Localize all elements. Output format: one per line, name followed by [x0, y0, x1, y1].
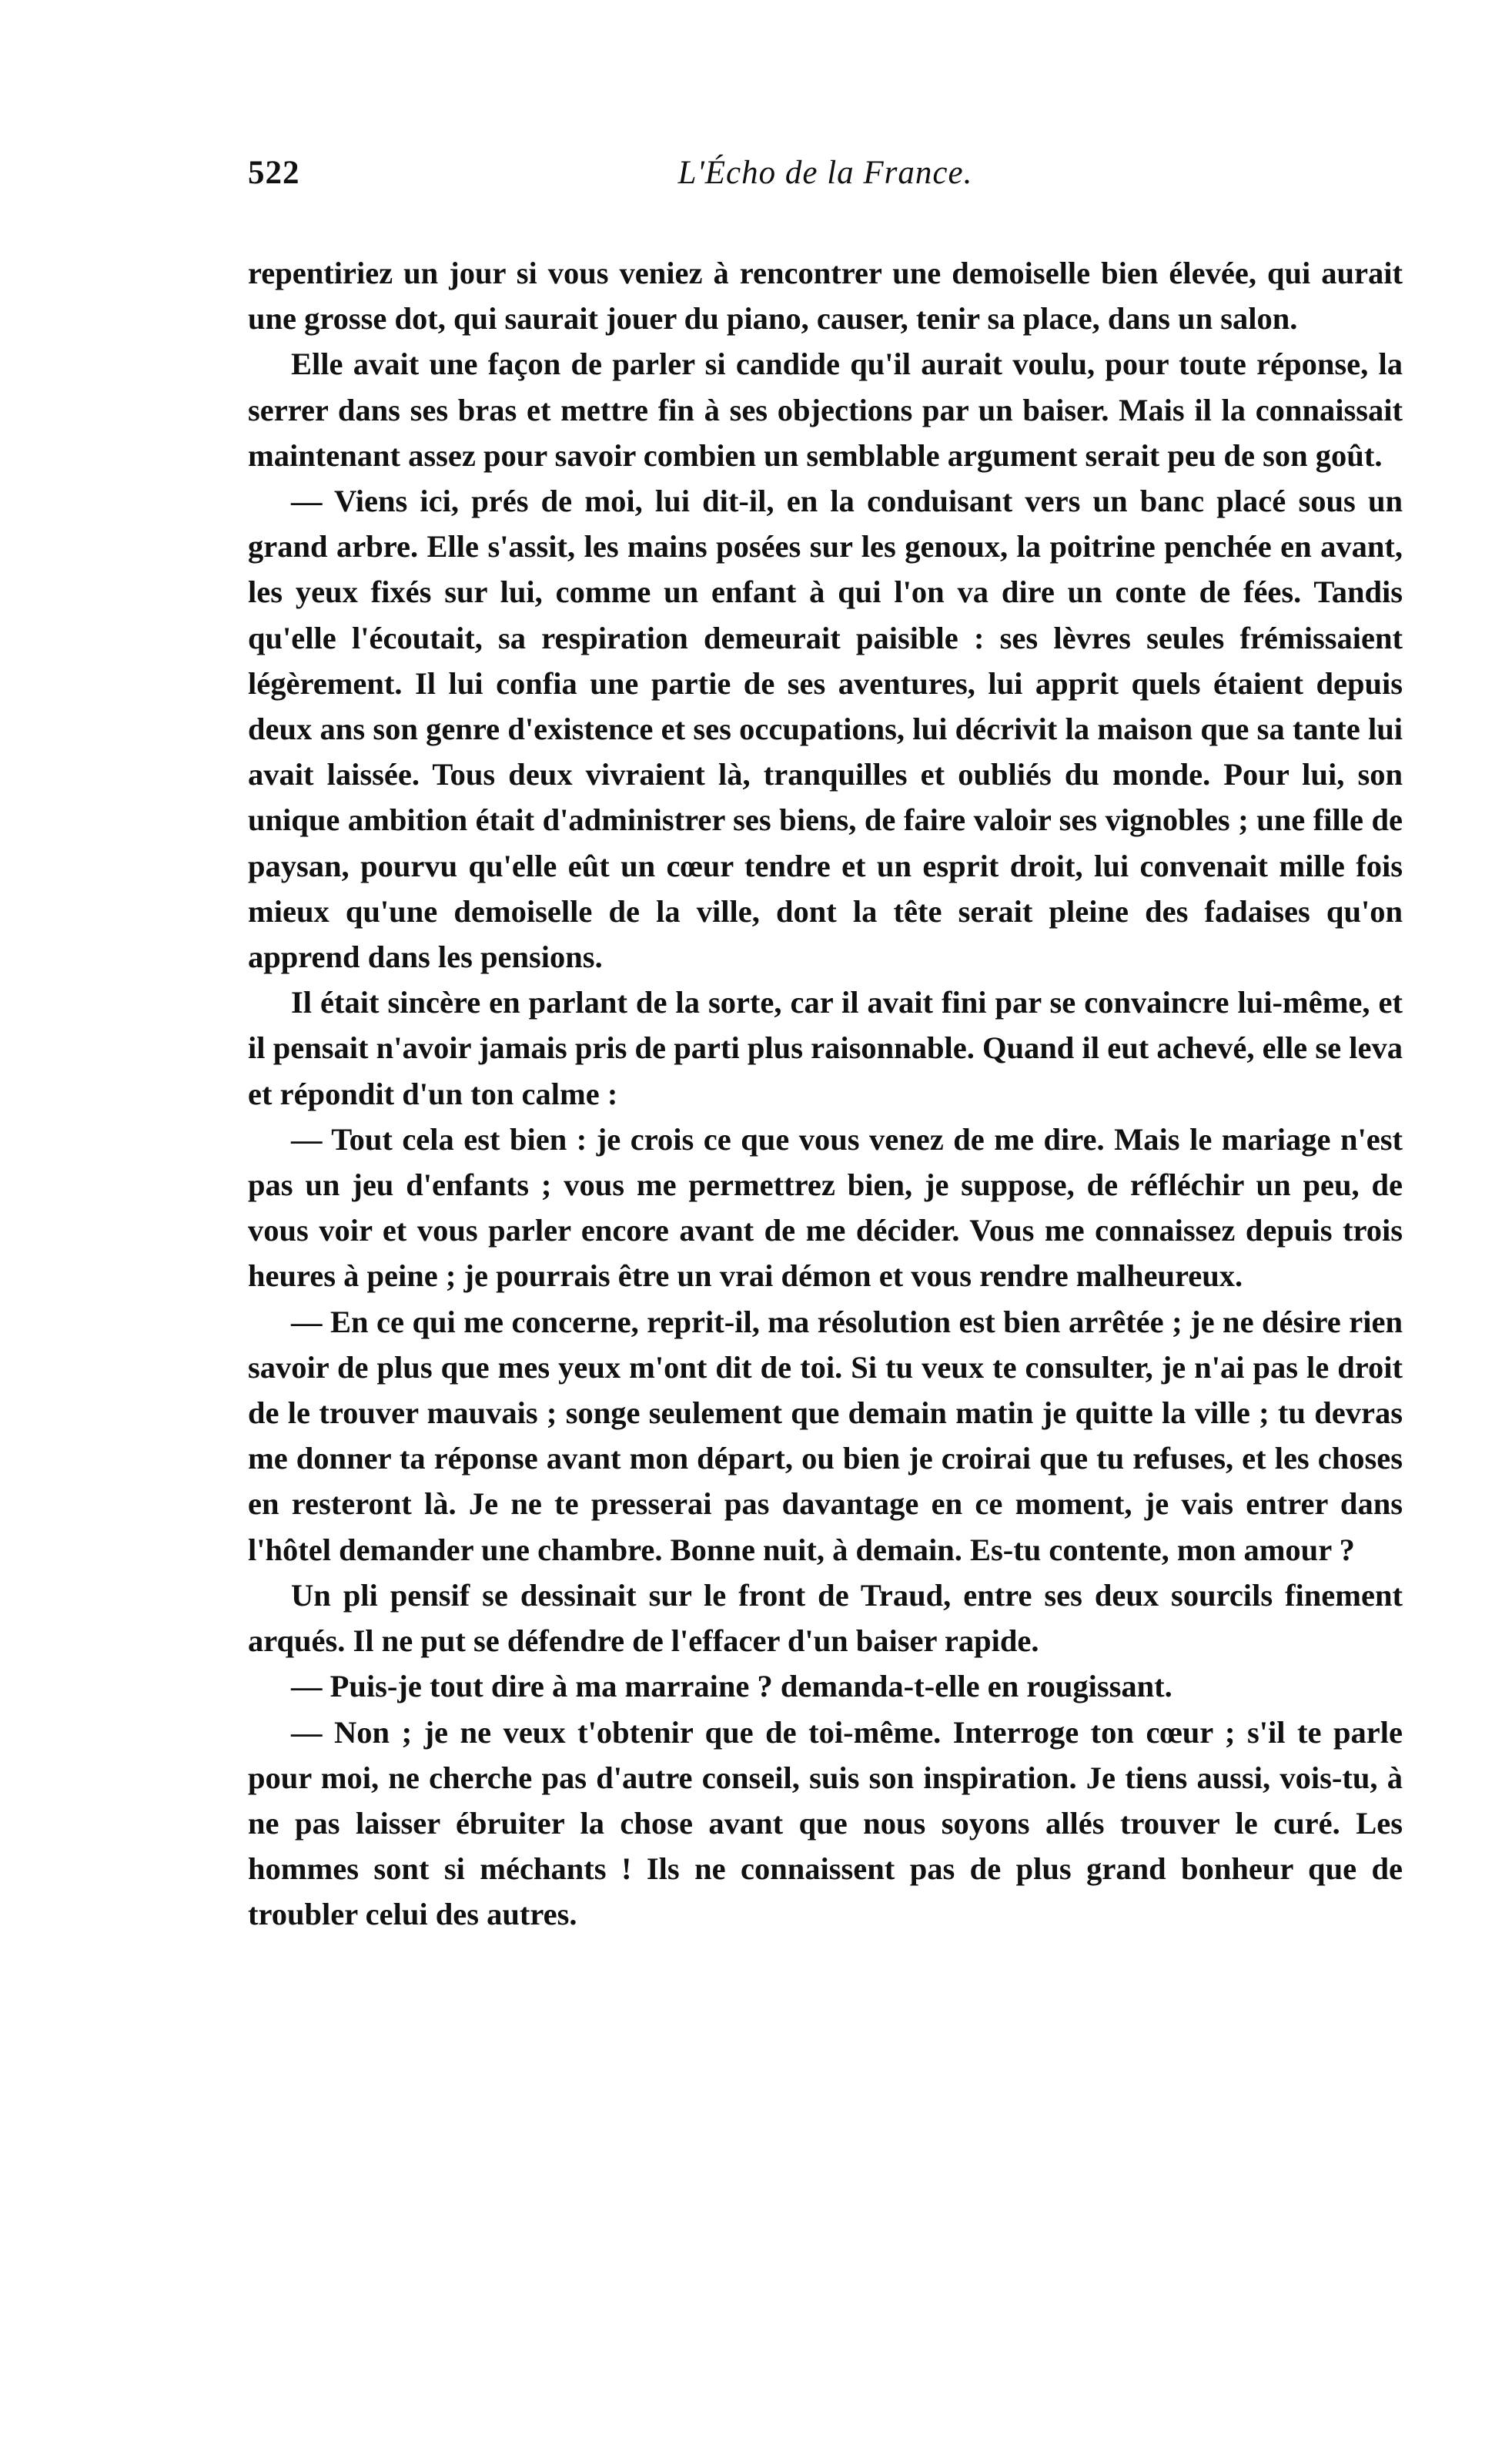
paragraph: — En ce qui me concerne, reprit-il, ma résolution est bien arrêtée ; je ne désire rien savoir de plus que mes yeux m'ont dit de toi. Si tu veux te consulter, je n'ai pas le droit de le trouver mauvais ; songe seulement que demain matin je quitte la ville ; tu devras me donner ta réponse avant mon départ, ou bien je croirai que tu refuses, et les choses en resteront là. Je ne te presserai pas davantage en ce moment, je vais entrer dans l'hôtel demander une chambre. Bonne nuit, à demain. Es-tu contente, mon amour ? — [248, 1304, 1403, 1567]
page-header — [248, 154, 1403, 200]
paragraph: — Viens ici, prés de moi, lui dit-il, en la conduisant vers un banc placé sous un grand arbre. Elle s'assit, les mains posées sur les genoux, la poitrine penchée en avant, les yeux fixés sur lui, comme un enfant à qui l'on va dire un conte de fées. Tandis qu'elle l'écoutait, sa respiration demeurait paisible : ses lèvres seules frémissaient légèrement. Il lui confia une partie de ses aventures, lui apprit quels étaient depuis deux ans son genre d'existence et ses occupations, lui décrivit la maison que sa tante lui avait laissée. Tous deux vivraient là, tranquilles et oubliés du monde. Pour lui, son unique ambition était d'administrer ses biens, de faire valoir ses vignobles ; une fille de paysan, pourvu qu'elle eût un cœur tendre et un esprit droit, lui convenait mille fois mieux qu'une demoiselle de la ville, dont la tête serait pleine des fadaises qu'on apprend dans les pensions. — [248, 484, 1403, 975]
running-title: L'Écho de la France. — [677, 155, 973, 191]
paragraph: repentiriez un jour si vous veniez à rencontrer une demoiselle bien élevée, qui aurait une grosse dot, qui saurait jouer du piano, causer, tenir sa place, dans un salon. — [248, 256, 1403, 337]
page-number: 522 — [248, 155, 300, 191]
paragraph: Il était sincère en parlant de la sorte, car il avait fini par se convaincre lui-même, et il pensait n'avoir jamais pris de parti plus raisonnable. Quand il eut achevé, elle se leva et répondit d'un ton calme : — [248, 985, 1403, 1111]
paragraph: — Non ; je ne veux t'obtenir que de toi-même. Interroge ton cœur ; s'il te parle pour moi, ne cherche pas d'autre conseil, suis son inspiration. Je tiens aussi, vois-tu, à ne pas laisser ébruiter la chose avant que nous soyons allés trouver le curé. Les hommes sont si méchants ! Ils ne connaissent pas de plus grand bonheur que de troubler celui des autres. — [248, 1714, 1403, 1932]
body-text — [248, 250, 1403, 1938]
paragraph: — Puis-je tout dire à ma marraine ? demanda-t-elle en rougissant. — [291, 1669, 1172, 1704]
paragraph: — Tout cela est bien : je crois ce que vous venez de me dire. Mais le mariage n'est pas un jeu d'enfants ; vous me permettrez bien, je suppose, de réfléchir un peu, de vous voir et vous parler encore avant de me décider. Vous me connaissez depuis trois heures à peine ; je pourrais être un vrai démon et vous rendre malheureux. — [248, 1121, 1403, 1294]
paragraph: Elle avait une façon de parler si candide qu'il aurait voulu, pour toute réponse, la serrer dans ses bras et mettre fin à ses objections par un baiser. Mais il la connaissait maintenant assez pour savoir combien un semblable argument serait peu de son goût. — [248, 347, 1403, 473]
paragraph: Un pli pensif se dessinait sur le front de Traud, entre ses deux sourcils finement arqués. Il ne put se défendre de l'effacer d'un baiser rapide. — [248, 1577, 1403, 1659]
